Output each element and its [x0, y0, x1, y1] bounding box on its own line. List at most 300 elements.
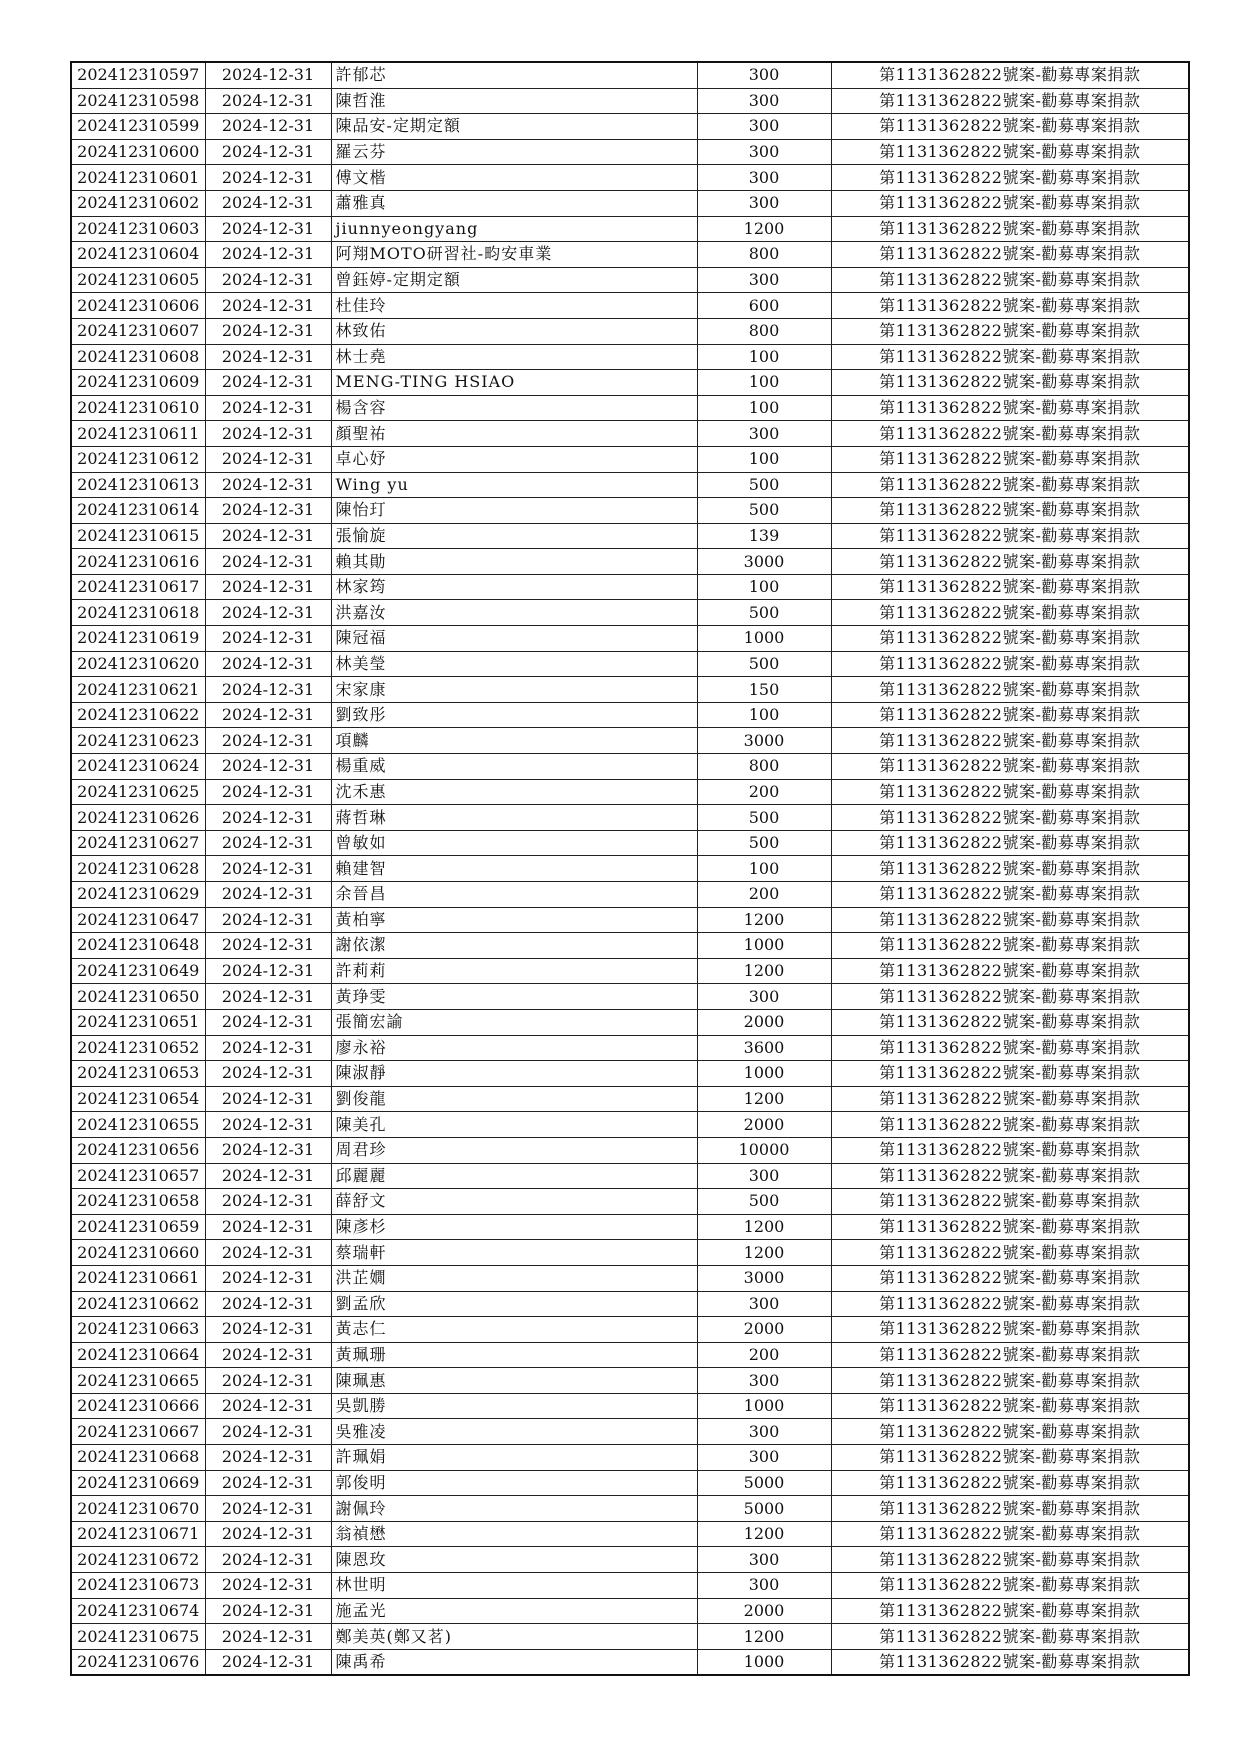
donation-amount-cell: 300: [697, 1573, 831, 1599]
receipt-number-cell: 202412310647: [71, 907, 205, 933]
donation-date-cell: 2024-12-31: [205, 984, 331, 1010]
donation-amount-cell: 800: [697, 242, 831, 268]
donation-amount-cell: 200: [697, 1342, 831, 1368]
donor-name-cell: 傅文楷: [331, 165, 697, 191]
receipt-number-cell: 202412310655: [71, 1112, 205, 1138]
purpose-note-cell: 第1131362822號案-勸募專案捐款: [831, 1470, 1189, 1496]
donor-name-cell: 許郁芯: [331, 62, 697, 88]
donor-name-cell: 陳珮惠: [331, 1368, 697, 1394]
receipt-number-cell: 202412310666: [71, 1393, 205, 1419]
donation-date-cell: 2024-12-31: [205, 1496, 331, 1522]
donation-date-cell: 2024-12-31: [205, 1470, 331, 1496]
purpose-note-cell: 第1131362822號案-勸募專案捐款: [831, 651, 1189, 677]
donation-date-cell: 2024-12-31: [205, 1445, 331, 1471]
donation-amount-cell: 100: [697, 702, 831, 728]
purpose-note-cell: 第1131362822號案-勸募專案捐款: [831, 395, 1189, 421]
purpose-note-cell: 第1131362822號案-勸募專案捐款: [831, 1624, 1189, 1650]
donor-name-cell: 施孟光: [331, 1598, 697, 1624]
table-row: [71, 549, 1189, 575]
table-row: [71, 907, 1189, 933]
donation-date-cell: 2024-12-31: [205, 1547, 331, 1573]
donation-amount-cell: 300: [697, 1163, 831, 1189]
receipt-number-cell: 202412310613: [71, 472, 205, 498]
donation-date-cell: 2024-12-31: [205, 754, 331, 780]
purpose-note-cell: 第1131362822號案-勸募專案捐款: [831, 1061, 1189, 1087]
purpose-note-cell: 第1131362822號案-勸募專案捐款: [831, 1214, 1189, 1240]
purpose-note-cell: 第1131362822號案-勸募專案捐款: [831, 1521, 1189, 1547]
purpose-note-cell: 第1131362822號案-勸募專案捐款: [831, 370, 1189, 396]
donation-amount-cell: 1200: [697, 1086, 831, 1112]
donor-name-cell: jiunnyeongyang: [331, 216, 697, 242]
table-row: [71, 1342, 1189, 1368]
donation-amount-cell: 1200: [697, 1214, 831, 1240]
donor-name-cell: 曾鈺婷-定期定額: [331, 267, 697, 293]
donation-date-cell: 2024-12-31: [205, 600, 331, 626]
donation-date-cell: 2024-12-31: [205, 1265, 331, 1291]
table-row: [71, 114, 1189, 140]
receipt-number-cell: 202412310676: [71, 1649, 205, 1675]
table-row: [71, 1470, 1189, 1496]
purpose-note-cell: 第1131362822號案-勸募專案捐款: [831, 190, 1189, 216]
donation-date-cell: 2024-12-31: [205, 1317, 331, 1343]
donor-name-cell: 阿翔MOTO研習社-畇安車業: [331, 242, 697, 268]
donation-date-cell: 2024-12-31: [205, 114, 331, 140]
donation-date-cell: 2024-12-31: [205, 293, 331, 319]
donation-amount-cell: 139: [697, 523, 831, 549]
receipt-number-cell: 202412310671: [71, 1521, 205, 1547]
purpose-note-cell: 第1131362822號案-勸募專案捐款: [831, 318, 1189, 344]
donor-name-cell: 翁禎懋: [331, 1521, 697, 1547]
receipt-number-cell: 202412310659: [71, 1214, 205, 1240]
receipt-number-cell: 202412310629: [71, 882, 205, 908]
purpose-note-cell: 第1131362822號案-勸募專案捐款: [831, 114, 1189, 140]
table-row: [71, 1112, 1189, 1138]
table-row: [71, 677, 1189, 703]
donation-date-cell: 2024-12-31: [205, 574, 331, 600]
purpose-note-cell: 第1131362822號案-勸募專案捐款: [831, 1649, 1189, 1675]
table-row: [71, 421, 1189, 447]
donation-table-body: [71, 62, 1189, 1675]
donor-name-cell: 杜佳玲: [331, 293, 697, 319]
purpose-note-cell: 第1131362822號案-勸募專案捐款: [831, 523, 1189, 549]
donor-name-cell: 張簡宏諭: [331, 1009, 697, 1035]
donation-amount-cell: 300: [697, 1291, 831, 1317]
donation-date-cell: 2024-12-31: [205, 1393, 331, 1419]
donation-amount-cell: 1000: [697, 1649, 831, 1675]
donor-name-cell: 曾敏如: [331, 830, 697, 856]
receipt-number-cell: 202412310665: [71, 1368, 205, 1394]
purpose-note-cell: 第1131362822號案-勸募專案捐款: [831, 830, 1189, 856]
donation-date-cell: 2024-12-31: [205, 139, 331, 165]
donation-amount-cell: 100: [697, 574, 831, 600]
donor-name-cell: 陳禹希: [331, 1649, 697, 1675]
donation-date-cell: 2024-12-31: [205, 1137, 331, 1163]
purpose-note-cell: 第1131362822號案-勸募專案捐款: [831, 933, 1189, 959]
donation-date-cell: 2024-12-31: [205, 1573, 331, 1599]
donation-amount-cell: 300: [697, 88, 831, 114]
donation-amount-cell: 300: [697, 165, 831, 191]
donation-amount-cell: 300: [697, 984, 831, 1010]
receipt-number-cell: 202412310649: [71, 958, 205, 984]
donor-name-cell: 張愉旋: [331, 523, 697, 549]
table-row: [71, 1163, 1189, 1189]
table-row: [71, 523, 1189, 549]
donation-date-cell: 2024-12-31: [205, 958, 331, 984]
donation-amount-cell: 600: [697, 293, 831, 319]
donation-amount-cell: 3600: [697, 1035, 831, 1061]
donation-date-cell: 2024-12-31: [205, 370, 331, 396]
purpose-note-cell: 第1131362822號案-勸募專案捐款: [831, 1368, 1189, 1394]
purpose-note-cell: 第1131362822號案-勸募專案捐款: [831, 626, 1189, 652]
donor-name-cell: 卓心妤: [331, 446, 697, 472]
table-row: [71, 882, 1189, 908]
donor-name-cell: 黃琤雯: [331, 984, 697, 1010]
purpose-note-cell: 第1131362822號案-勸募專案捐款: [831, 62, 1189, 88]
donation-amount-cell: 3000: [697, 728, 831, 754]
donation-amount-cell: 500: [697, 472, 831, 498]
purpose-note-cell: 第1131362822號案-勸募專案捐款: [831, 1317, 1189, 1343]
donor-name-cell: 陳美孔: [331, 1112, 697, 1138]
receipt-number-cell: 202412310654: [71, 1086, 205, 1112]
table-row: [71, 626, 1189, 652]
donation-amount-cell: 1000: [697, 1393, 831, 1419]
purpose-note-cell: 第1131362822號案-勸募專案捐款: [831, 856, 1189, 882]
table-row: [71, 293, 1189, 319]
donor-name-cell: 林家筠: [331, 574, 697, 600]
donation-amount-cell: 2000: [697, 1317, 831, 1343]
donation-date-cell: 2024-12-31: [205, 626, 331, 652]
receipt-number-cell: 202412310615: [71, 523, 205, 549]
receipt-number-cell: 202412310660: [71, 1240, 205, 1266]
receipt-number-cell: 202412310601: [71, 165, 205, 191]
donor-name-cell: 沈禾惠: [331, 779, 697, 805]
table-row: [71, 190, 1189, 216]
purpose-note-cell: 第1131362822號案-勸募專案捐款: [831, 754, 1189, 780]
donation-amount-cell: 500: [697, 600, 831, 626]
donation-amount-cell: 1200: [697, 216, 831, 242]
donor-name-cell: 謝佩玲: [331, 1496, 697, 1522]
table-row: [71, 1189, 1189, 1215]
receipt-number-cell: 202412310619: [71, 626, 205, 652]
donation-date-cell: 2024-12-31: [205, 165, 331, 191]
table-row: [71, 702, 1189, 728]
donation-amount-cell: 1000: [697, 1061, 831, 1087]
table-row: [71, 472, 1189, 498]
donation-amount-cell: 100: [697, 856, 831, 882]
donation-amount-cell: 2000: [697, 1112, 831, 1138]
donation-date-cell: 2024-12-31: [205, 446, 331, 472]
purpose-note-cell: 第1131362822號案-勸募專案捐款: [831, 958, 1189, 984]
donation-amount-cell: 500: [697, 830, 831, 856]
receipt-number-cell: 202412310672: [71, 1547, 205, 1573]
donor-name-cell: 邱麗麗: [331, 1163, 697, 1189]
table-row: [71, 1137, 1189, 1163]
table-row: [71, 1368, 1189, 1394]
donation-amount-cell: 300: [697, 1368, 831, 1394]
purpose-note-cell: 第1131362822號案-勸募專案捐款: [831, 779, 1189, 805]
donation-date-cell: 2024-12-31: [205, 1419, 331, 1445]
receipt-number-cell: 202412310662: [71, 1291, 205, 1317]
donor-name-cell: 黃柏寧: [331, 907, 697, 933]
donation-amount-cell: 300: [697, 1445, 831, 1471]
receipt-number-cell: 202412310614: [71, 498, 205, 524]
purpose-note-cell: 第1131362822號案-勸募專案捐款: [831, 165, 1189, 191]
donor-name-cell: 林致佑: [331, 318, 697, 344]
receipt-number-cell: 202412310674: [71, 1598, 205, 1624]
donor-name-cell: 陳哲淮: [331, 88, 697, 114]
receipt-number-cell: 202412310611: [71, 421, 205, 447]
donor-name-cell: 蔣哲琳: [331, 805, 697, 831]
table-row: [71, 1393, 1189, 1419]
donation-amount-cell: 300: [697, 267, 831, 293]
donor-name-cell: 林世明: [331, 1573, 697, 1599]
donation-amount-cell: 10000: [697, 1137, 831, 1163]
donor-name-cell: 林士堯: [331, 344, 697, 370]
receipt-number-cell: 202412310603: [71, 216, 205, 242]
donor-name-cell: 鄭美英(鄭又茗): [331, 1624, 697, 1650]
table-row: [71, 1240, 1189, 1266]
donation-date-cell: 2024-12-31: [205, 779, 331, 805]
purpose-note-cell: 第1131362822號案-勸募專案捐款: [831, 1573, 1189, 1599]
donor-name-cell: 顏聖祐: [331, 421, 697, 447]
table-row: [71, 344, 1189, 370]
purpose-note-cell: 第1131362822號案-勸募專案捐款: [831, 446, 1189, 472]
donation-amount-cell: 500: [697, 651, 831, 677]
donation-amount-cell: 300: [697, 62, 831, 88]
table-row: [71, 1521, 1189, 1547]
donor-name-cell: 洪嘉汝: [331, 600, 697, 626]
donation-date-cell: 2024-12-31: [205, 1598, 331, 1624]
receipt-number-cell: 202412310623: [71, 728, 205, 754]
purpose-note-cell: 第1131362822號案-勸募專案捐款: [831, 293, 1189, 319]
table-row: [71, 370, 1189, 396]
table-row: [71, 933, 1189, 959]
donation-date-cell: 2024-12-31: [205, 318, 331, 344]
donation-date-cell: 2024-12-31: [205, 882, 331, 908]
donation-date-cell: 2024-12-31: [205, 677, 331, 703]
receipt-number-cell: 202412310607: [71, 318, 205, 344]
purpose-note-cell: 第1131362822號案-勸募專案捐款: [831, 1240, 1189, 1266]
table-row: [71, 446, 1189, 472]
purpose-note-cell: 第1131362822號案-勸募專案捐款: [831, 139, 1189, 165]
table-row: [71, 958, 1189, 984]
receipt-number-cell: 202412310651: [71, 1009, 205, 1035]
receipt-number-cell: 202412310663: [71, 1317, 205, 1343]
table-row: [71, 1086, 1189, 1112]
table-row: [71, 1598, 1189, 1624]
donation-amount-cell: 5000: [697, 1470, 831, 1496]
donation-amount-cell: 300: [697, 190, 831, 216]
donor-name-cell: 薛舒文: [331, 1189, 697, 1215]
donation-date-cell: 2024-12-31: [205, 856, 331, 882]
receipt-number-cell: 202412310661: [71, 1265, 205, 1291]
donor-name-cell: 陳怡玎: [331, 498, 697, 524]
purpose-note-cell: 第1131362822號案-勸募專案捐款: [831, 1009, 1189, 1035]
table-row: [71, 498, 1189, 524]
donation-amount-cell: 300: [697, 1419, 831, 1445]
donation-date-cell: 2024-12-31: [205, 1035, 331, 1061]
receipt-number-cell: 202412310612: [71, 446, 205, 472]
table-row: [71, 1649, 1189, 1675]
purpose-note-cell: 第1131362822號案-勸募專案捐款: [831, 677, 1189, 703]
purpose-note-cell: 第1131362822號案-勸募專案捐款: [831, 472, 1189, 498]
table-row: [71, 242, 1189, 268]
donation-amount-cell: 300: [697, 114, 831, 140]
receipt-number-cell: 202412310602: [71, 190, 205, 216]
donation-date-cell: 2024-12-31: [205, 190, 331, 216]
receipt-number-cell: 202412310673: [71, 1573, 205, 1599]
purpose-note-cell: 第1131362822號案-勸募專案捐款: [831, 1598, 1189, 1624]
donation-date-cell: 2024-12-31: [205, 1342, 331, 1368]
purpose-note-cell: 第1131362822號案-勸募專案捐款: [831, 984, 1189, 1010]
donor-name-cell: 謝依潔: [331, 933, 697, 959]
donation-amount-cell: 300: [697, 1547, 831, 1573]
table-row: [71, 856, 1189, 882]
receipt-number-cell: 202412310618: [71, 600, 205, 626]
donation-amount-cell: 100: [697, 395, 831, 421]
receipt-number-cell: 202412310598: [71, 88, 205, 114]
purpose-note-cell: 第1131362822號案-勸募專案捐款: [831, 1496, 1189, 1522]
purpose-note-cell: 第1131362822號案-勸募專案捐款: [831, 549, 1189, 575]
purpose-note-cell: 第1131362822號案-勸募專案捐款: [831, 1291, 1189, 1317]
receipt-number-cell: 202412310650: [71, 984, 205, 1010]
table-row: [71, 754, 1189, 780]
table-row: [71, 216, 1189, 242]
table-row: [71, 728, 1189, 754]
donor-name-cell: 吳凱勝: [331, 1393, 697, 1419]
donor-name-cell: 黃志仁: [331, 1317, 697, 1343]
donation-date-cell: 2024-12-31: [205, 907, 331, 933]
table-row: [71, 984, 1189, 1010]
purpose-note-cell: 第1131362822號案-勸募專案捐款: [831, 88, 1189, 114]
table-row: [71, 1573, 1189, 1599]
donation-date-cell: 2024-12-31: [205, 421, 331, 447]
donation-date-cell: 2024-12-31: [205, 88, 331, 114]
donation-amount-cell: 300: [697, 421, 831, 447]
table-row: [71, 1496, 1189, 1522]
donation-amount-cell: 150: [697, 677, 831, 703]
table-row: [71, 1445, 1189, 1471]
donor-name-cell: 楊含容: [331, 395, 697, 421]
purpose-note-cell: 第1131362822號案-勸募專案捐款: [831, 1445, 1189, 1471]
donor-name-cell: 賴其勛: [331, 549, 697, 575]
donor-name-cell: 余晉昌: [331, 882, 697, 908]
table-row: [71, 574, 1189, 600]
donor-name-cell: 羅云芬: [331, 139, 697, 165]
donation-amount-cell: 500: [697, 805, 831, 831]
table-row: [71, 1547, 1189, 1573]
donation-date-cell: 2024-12-31: [205, 1368, 331, 1394]
purpose-note-cell: 第1131362822號案-勸募專案捐款: [831, 498, 1189, 524]
table-row: [71, 88, 1189, 114]
purpose-note-cell: 第1131362822號案-勸募專案捐款: [831, 1189, 1189, 1215]
donor-name-cell: 許珮娟: [331, 1445, 697, 1471]
donor-name-cell: 陳品安-定期定額: [331, 114, 697, 140]
donation-amount-cell: 1200: [697, 1240, 831, 1266]
receipt-number-cell: 202412310628: [71, 856, 205, 882]
donor-name-cell: 林美瑩: [331, 651, 697, 677]
receipt-number-cell: 202412310669: [71, 1470, 205, 1496]
receipt-number-cell: 202412310616: [71, 549, 205, 575]
donation-date-cell: 2024-12-31: [205, 1624, 331, 1650]
donation-date-cell: 2024-12-31: [205, 267, 331, 293]
donor-name-cell: 黃珮珊: [331, 1342, 697, 1368]
purpose-note-cell: 第1131362822號案-勸募專案捐款: [831, 600, 1189, 626]
donation-date-cell: 2024-12-31: [205, 1649, 331, 1675]
table-row: [71, 600, 1189, 626]
receipt-number-cell: 202412310675: [71, 1624, 205, 1650]
receipt-number-cell: 202412310600: [71, 139, 205, 165]
donor-name-cell: 劉致彤: [331, 702, 697, 728]
receipt-number-cell: 202412310664: [71, 1342, 205, 1368]
purpose-note-cell: 第1131362822號案-勸募專案捐款: [831, 1342, 1189, 1368]
purpose-note-cell: 第1131362822號案-勸募專案捐款: [831, 216, 1189, 242]
table-row: [71, 62, 1189, 88]
donation-date-cell: 2024-12-31: [205, 1061, 331, 1087]
purpose-note-cell: 第1131362822號案-勸募專案捐款: [831, 907, 1189, 933]
donation-date-cell: 2024-12-31: [205, 1240, 331, 1266]
receipt-number-cell: 202412310648: [71, 933, 205, 959]
donation-date-cell: 2024-12-31: [205, 523, 331, 549]
donation-date-cell: 2024-12-31: [205, 498, 331, 524]
donation-amount-cell: 300: [697, 139, 831, 165]
table-row: [71, 395, 1189, 421]
purpose-note-cell: 第1131362822號案-勸募專案捐款: [831, 1086, 1189, 1112]
donor-name-cell: 項麟: [331, 728, 697, 754]
donor-name-cell: MENG-TING HSIAO: [331, 370, 697, 396]
donation-amount-cell: 500: [697, 1189, 831, 1215]
donor-name-cell: 劉孟欣: [331, 1291, 697, 1317]
table-row: [71, 1061, 1189, 1087]
purpose-note-cell: 第1131362822號案-勸募專案捐款: [831, 1265, 1189, 1291]
donor-name-cell: 陳淑靜: [331, 1061, 697, 1087]
receipt-number-cell: 202412310604: [71, 242, 205, 268]
donation-amount-cell: 200: [697, 779, 831, 805]
donor-name-cell: 蕭雅真: [331, 190, 697, 216]
donor-name-cell: 周君珍: [331, 1137, 697, 1163]
donation-amount-cell: 1000: [697, 626, 831, 652]
purpose-note-cell: 第1131362822號案-勸募專案捐款: [831, 1035, 1189, 1061]
donation-date-cell: 2024-12-31: [205, 1112, 331, 1138]
donation-date-cell: 2024-12-31: [205, 830, 331, 856]
table-row: [71, 830, 1189, 856]
receipt-number-cell: 202412310608: [71, 344, 205, 370]
receipt-number-cell: 202412310597: [71, 62, 205, 88]
receipt-number-cell: 202412310622: [71, 702, 205, 728]
donation-date-cell: 2024-12-31: [205, 242, 331, 268]
receipt-number-cell: 202412310656: [71, 1137, 205, 1163]
donation-date-cell: 2024-12-31: [205, 1009, 331, 1035]
purpose-note-cell: 第1131362822號案-勸募專案捐款: [831, 1393, 1189, 1419]
donation-date-cell: 2024-12-31: [205, 702, 331, 728]
donor-name-cell: 楊重威: [331, 754, 697, 780]
donation-date-cell: 2024-12-31: [205, 1086, 331, 1112]
donation-amount-cell: 5000: [697, 1496, 831, 1522]
receipt-number-cell: 202412310657: [71, 1163, 205, 1189]
receipt-number-cell: 202412310652: [71, 1035, 205, 1061]
donation-date-cell: 2024-12-31: [205, 1189, 331, 1215]
donation-amount-cell: 800: [697, 754, 831, 780]
table-row: [71, 1317, 1189, 1343]
donation-date-cell: 2024-12-31: [205, 651, 331, 677]
donation-amount-cell: 200: [697, 882, 831, 908]
donation-date-cell: 2024-12-31: [205, 344, 331, 370]
donation-date-cell: 2024-12-31: [205, 549, 331, 575]
table-row: [71, 1419, 1189, 1445]
donor-name-cell: 劉俊龍: [331, 1086, 697, 1112]
table-row: [71, 1291, 1189, 1317]
donation-amount-cell: 100: [697, 370, 831, 396]
